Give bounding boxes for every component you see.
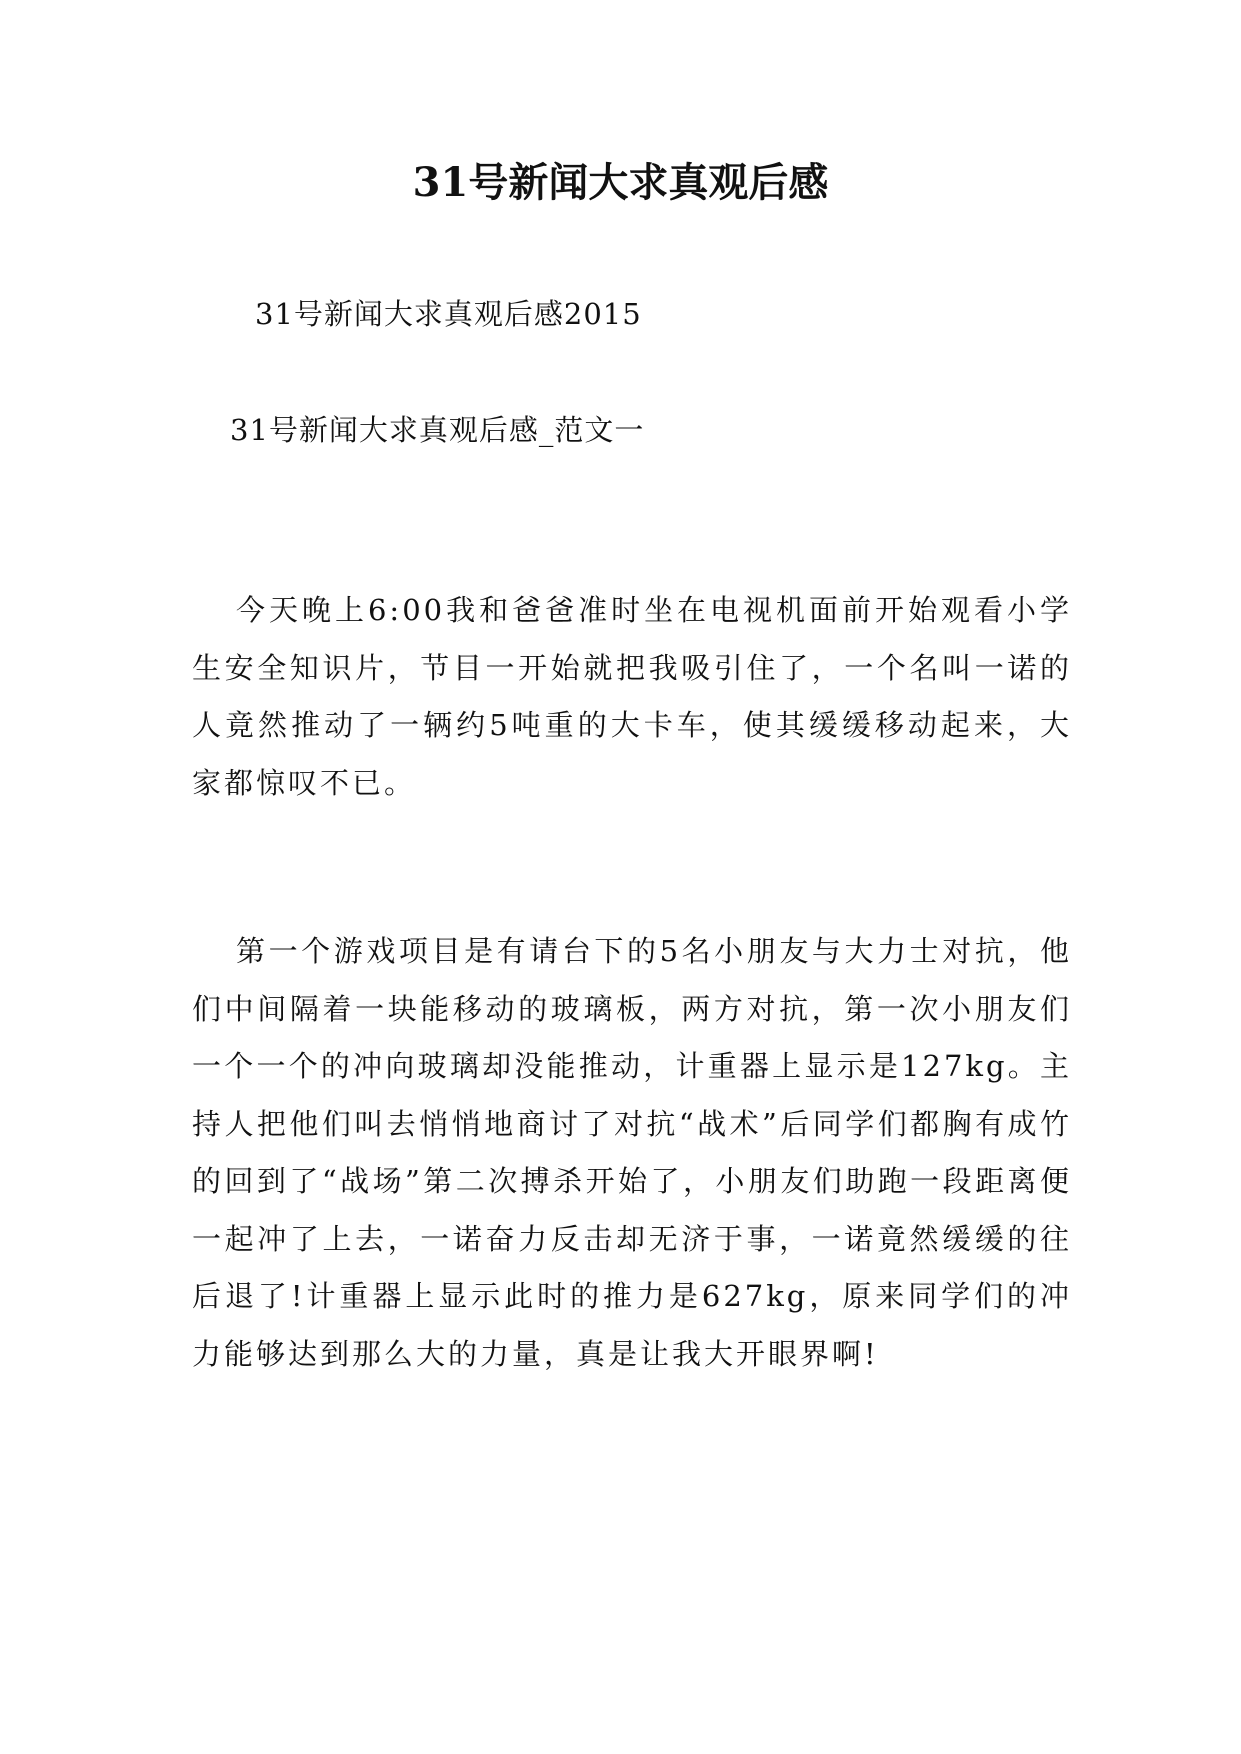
document-title: 31号新闻大求真观后感 bbox=[412, 159, 829, 206]
paragraph-1: 今天晚上6:00我和爸爸准时坐在电视机面前开始观看小学生安全知识片，节目一开始就把我吸引住了，一个名叫一诺的人竟然推动了一辆约5吨重的大卡车，使其缓缓移动起来，大家都惊叹不已。 bbox=[192, 593, 1072, 800]
subtitle-sample: 31号新闻大求真观后感_范文一 bbox=[230, 413, 645, 447]
subtitle-year: 31号新闻大求真观后感2015 bbox=[255, 297, 642, 331]
paragraph-2: 第一个游戏项目是有请台下的5名小朋友与大力士对抗，他们中间隔着一块能移动的玻璃板，两方对抗，第一次小朋友们一个一个的冲向玻璃却没能推动，计重器上显示是127kg。主持人把他们叫去悄悄地商讨了对抗“战术”后同学们都胸有成竹的回到了“战场”第二次搏杀开始了，小朋友们助跑一段距离便一起冲了上去，一诺奋力反击却无济于事，一诺竟然缓缓的往后退了!计重器上显示此时的推力是627kg，原来同学们的冲力能够达到那么大的力量，真是让我大开眼界啊! bbox=[192, 934, 1072, 1371]
